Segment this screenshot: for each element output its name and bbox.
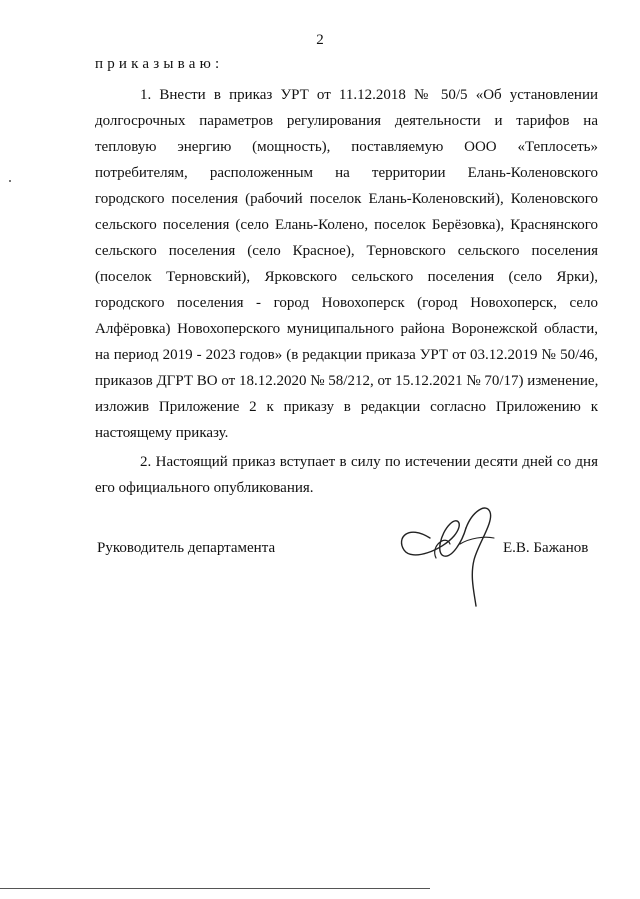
paragraph-1-line: 1. Внести в приказ УРТ от 11.12.2018 № 50/5 «Об установлении bbox=[140, 87, 598, 103]
paragraph-1-line: сельского поселения (село Елань-Колено, поселок Берёзовка), Краснянского bbox=[95, 217, 598, 233]
paragraph-1-line: сельского поселения (село Красное), Терновского сельского поселения bbox=[95, 243, 598, 259]
signatory-name: Е.В. Бажанов bbox=[503, 540, 589, 556]
paragraph-1-line: изложив Приложение 2 к приказу в редакции согласно Приложению к bbox=[95, 399, 598, 415]
scan-artifact bbox=[9, 180, 11, 182]
paragraph-2-line: его официального опубликования. bbox=[95, 480, 314, 496]
page-number: 2 bbox=[316, 32, 324, 48]
paragraph-1-line: городского поселения (рабочий поселок Елань-Коленовский), Коленовского bbox=[95, 191, 598, 207]
handwritten-signature bbox=[390, 498, 508, 610]
paragraph-1-line: городского поселения - город Новохоперск (город Новохоперск, село bbox=[95, 295, 598, 311]
footer-rule bbox=[0, 888, 430, 889]
paragraph-1-line: приказов ДГРТ ВО от 18.12.2020 № 58/212, от 15.12.2021 № 70/17) изменение, bbox=[95, 373, 599, 389]
paragraph-1-line: потребителям, расположенным на территории Елань-Коленовского bbox=[95, 165, 598, 181]
paragraph-1-line: настоящему приказу. bbox=[95, 425, 229, 441]
paragraph-1-line: (поселок Терновский), Ярковского сельского поселения (село Ярки), bbox=[95, 269, 598, 285]
paragraph-1-line: тепловую энергию (мощность), поставляемую ООО «Теплосеть» bbox=[95, 139, 598, 155]
signatory-position: Руководитель департамента bbox=[97, 540, 276, 556]
paragraph-1-line: Алфёровка) Новохоперского муниципального района Воронежской области, bbox=[95, 321, 598, 337]
paragraph-2-line: 2. Настоящий приказ вступает в силу по истечении десяти дней со дня bbox=[140, 454, 598, 470]
paragraph-1-line: на период 2019 - 2023 годов» (в редакции приказа УРТ от 03.12.2019 № 50/46, bbox=[95, 347, 598, 363]
paragraph-1-line: долгосрочных параметров регулирования деятельности и тарифов на bbox=[95, 113, 598, 129]
order-heading: приказываю: bbox=[95, 56, 224, 72]
